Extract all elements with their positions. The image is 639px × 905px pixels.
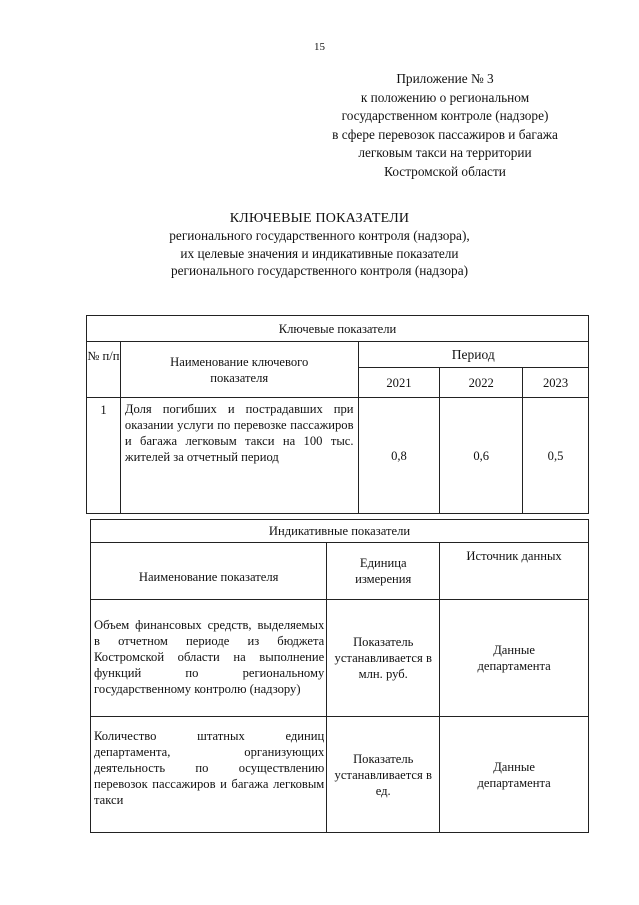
header-period: Период [358,342,588,368]
appendix-line: в сфере перевозок пассажиров и багажа [332,126,558,142]
table-row [91,600,589,717]
page-number: 15 [314,41,325,53]
row-value: 0,6 [440,398,523,514]
appendix-line: легковым такси на территории [358,145,532,161]
row-source: Данные департамента [440,717,589,833]
header-year: 2021 [358,368,440,398]
header-year: 2023 [523,368,589,398]
header-year: 2022 [440,368,523,398]
appendix-line: к положению о региональном [360,89,530,105]
title-subline: их целевые значения и индикативные показатели [180,245,459,261]
appendix-line: Костромской области [384,163,506,179]
header-unit: Единица измерения [327,543,440,600]
row-num: 1 [87,398,121,514]
document-title [0,210,639,280]
row-indicator-name: Количество штатных единиц департамента, организующих деятельность по осуществлению перевозок пассажиров и багажа легковым такси [91,717,327,833]
row-value: 0,5 [523,398,589,514]
header-num: № п/п [87,342,121,398]
row-indicator-name: Объем финансовых средств, выделяемых в отчетном периоде из бюджета Костромской области на выполнение функций по региональному государственному контролю (надзору) [91,600,327,717]
title-subline: регионального государственного контроля (надзора), [169,228,470,244]
row-unit: Показатель устанавливается в млн. руб. [327,600,440,717]
row-unit: Показатель устанавливается в ед. [327,717,440,833]
row-value: 0,8 [358,398,440,514]
table-row [87,398,589,514]
title-subline: регионального государственного контроля (надзора) [170,263,469,279]
title-heading: КЛЮЧЕВЫЕ ПОКАЗАТЕЛИ [229,211,410,226]
header-indicator-name: Наименование показателя [91,543,327,600]
appendix-header [300,70,590,182]
row-source: Данные департамента [440,600,589,717]
table-row [91,717,589,833]
key-indicators-table [86,315,589,514]
indicative-indicators-table [90,519,589,833]
header-key-name: Наименование ключевого показателя [120,342,358,398]
appendix-line: Приложение № 3 [396,71,494,86]
row-key-name: Доля погибших и пострадавших при оказании услуги по перевозке пассажиров и багажа легковым такси на 100 тыс. жителей за отчетный период [120,398,358,514]
key-section-title: Ключевые показатели [87,316,589,342]
appendix-line: государственном контроле (надзоре) [341,108,549,124]
indicative-section-title: Индикативные показатели [91,520,589,543]
header-source: Источник данных [440,543,589,600]
